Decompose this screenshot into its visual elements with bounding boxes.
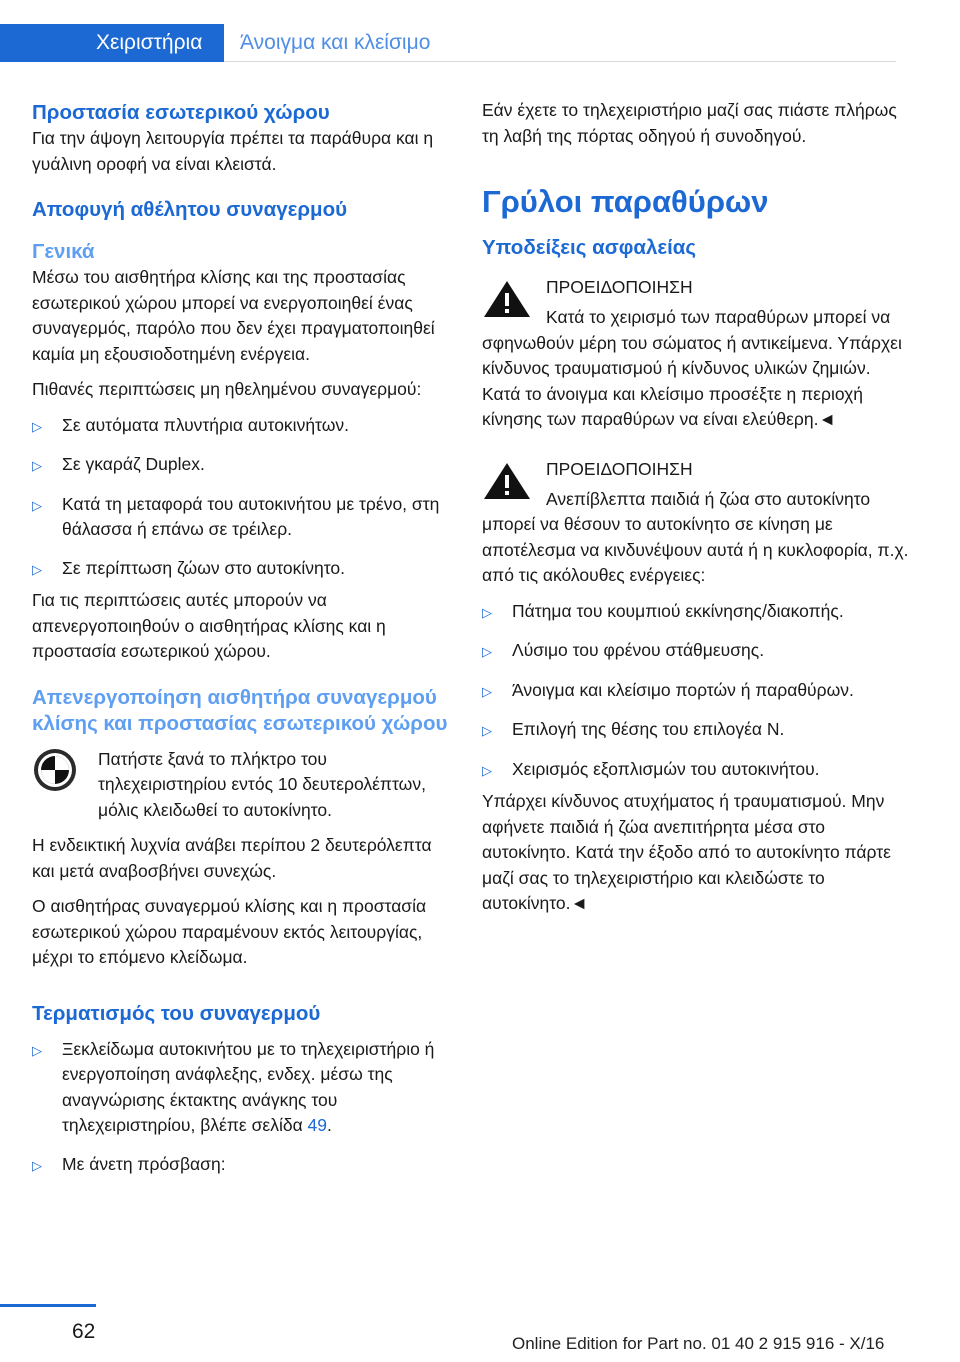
- paragraph: Υπάρχει κίνδυνος ατυχήματος ή τραυματισμού. Μην αφήνετε παιδιά ή ζώα ανεπιτήρητα μέσα στο αυτοκίνητο. Κατά την έξοδο από το αυτοκίνητο πάρτε μαζί σας το τηλεχειριστήριο και κλειδώστε το αυτοκίνητο.◄: [482, 791, 891, 913]
- list-item: [482, 599, 910, 626]
- subheading-deactivate-sensor: Απενεργοποίηση αισθητήρα συναγερμού κλίσης και προστασίας εσωτερικού χώρου: [32, 685, 448, 735]
- page-header: [0, 0, 960, 62]
- bullet-triangle-icon: ▷: [32, 1157, 42, 1173]
- list-item-text: Άνοιγμα και κλείσιμο πορτών ή παραθύρων.: [512, 679, 854, 700]
- bullet-triangle-icon: ▷: [482, 604, 492, 620]
- list-item: [32, 413, 452, 440]
- paragraph: Ο αισθητήρας συναγερμού κλίσης και η προστασία εσωτερικού χώρου παραμένουν εκτός λειτουργίας, μέχρι το επόμενο κλείδωμα.: [32, 896, 427, 967]
- list-item: [482, 678, 910, 705]
- list-item: [32, 1152, 452, 1179]
- right-column: [482, 98, 910, 927]
- list-item: [32, 556, 452, 583]
- list-item: [32, 1037, 452, 1139]
- page-link[interactable]: 49: [307, 1115, 328, 1135]
- list-item: [482, 757, 910, 784]
- bullet-triangle-icon: ▷: [482, 762, 492, 778]
- bullet-triangle-icon: ▷: [32, 418, 42, 434]
- paragraph: Πατήστε ξανά το πλήκτρο του τηλεχειριστηρίου εντός 10 δευτερολέπτων, μόλις κλειδωθεί το αυτοκίνητο.: [98, 748, 426, 820]
- paragraph: Πιθανές περιπτώσεις μη ηθελημένου συναγερμού:: [32, 379, 422, 399]
- list-item-text: Λύσιμο του φρένου στάθμευσης.: [512, 640, 765, 660]
- left-column: [32, 100, 452, 1191]
- subheading-general: Γενικά: [32, 240, 95, 263]
- section-tab-active[interactable]: Χειριστήρια: [0, 24, 224, 62]
- list-item-text-body: Ξεκλείδωμα αυτοκινήτου με το τηλεχειριστήριο ή ενεργοποίηση ανάφλεξης, ενδεχ. μέσω της αναγνώρισης έκτακτης ανάγκης του τηλεχειριστηρίου, βλέπε σελίδα: [62, 1038, 435, 1135]
- list-item-text: Πάτημα του κουμπιού εκκίνησης/διακοπής.: [512, 600, 844, 621]
- punctuation: .: [327, 1115, 332, 1135]
- list-item-text: Σε περίπτωση ζώων στο αυτοκίνητο.: [62, 557, 346, 578]
- bullet-triangle-icon: ▷: [482, 683, 492, 699]
- edition-footer: Online Edition for Part no. 01 40 2 915 916 - X/16: [512, 1334, 885, 1353]
- paragraph: Εάν έχετε το τηλεχειριστήριο μαζί σας πιάστε πλήρως τη λαβή της πόρτας οδηγού ή συνοδηγού.: [482, 100, 897, 146]
- warning-text: Ανεπίβλεπτα παιδιά ή ζώα στο αυτοκίνητο μπορεί να θέσουν το αυτοκίνητο σε κίνηση με αποτέλεσμα να κινδυνέψουν αυτά ή η κυκλοφορία, π.χ. από τις ακόλουθες ενέργειες:: [482, 488, 909, 585]
- section-tab-inactive[interactable]: Άνοιγμα και κλείσιμο: [224, 24, 896, 62]
- list-item-text: [62, 1037, 452, 1139]
- list-item-text: Επιλογή της θέσης του επιλογέα N.: [512, 719, 785, 739]
- bullet-triangle-icon: ▷: [482, 644, 492, 659]
- list-item-text: Σε γκαράζ Duplex.: [62, 454, 205, 474]
- warning-triangle-icon: [482, 461, 532, 501]
- bullet-triangle-icon: ▷: [32, 458, 42, 473]
- list-item-text: Κατά τη μεταφορά του αυτοκινήτου με τρένο, στη θάλασσα ή επάνω σε τρέιλερ.: [62, 493, 440, 539]
- list-item-text: Με άνετη πρόσβαση:: [62, 1153, 226, 1174]
- bmw-remote-key-icon: [32, 747, 80, 795]
- subheading-safety-notes: Υποδείξεις ασφαλείας: [482, 236, 697, 259]
- warning-label: ΠΡΟΕΙΔΟΠΟΙΗΣΗ: [546, 458, 693, 479]
- warning-text: Κατά το χειρισμό των παραθύρων μπορεί να σφηνωθούν μέρη του σώματος ή αντικείμενα. Υπάρχει κίνδυνος τραυματισμού ή κίνδυνος υλικών ζημιών. Κατά το άνοιγμα και κλείσιμο προσέξτε η περιοχή κίνησης των παραθύρων να είναι ελεύθερη.◄: [482, 307, 902, 429]
- bullet-triangle-icon: ▷: [482, 723, 492, 738]
- heading-avoid-false-alarm: Αποφυγή αθέλητου συναγερμού: [32, 198, 348, 221]
- warning-triangle-icon: [482, 279, 532, 319]
- warning-label: ΠΡΟΕΙΔΟΠΟΙΗΣΗ: [546, 277, 693, 297]
- list-item: [32, 492, 452, 543]
- paragraph: Για τις περιπτώσεις αυτές μπορούν να απενεργοποιηθούν ο αισθητήρας κλίσης και η προστασία εσωτερικού χώρου.: [32, 590, 386, 661]
- list-item: [32, 452, 452, 479]
- list-item: [482, 638, 910, 665]
- key-instruction: [32, 747, 452, 834]
- bullet-triangle-icon: ▷: [32, 1042, 42, 1058]
- bullet-triangle-icon: ▷: [32, 497, 42, 513]
- footer-rule: [0, 1304, 96, 1307]
- paragraph: Μέσω του αισθητήρα κλίσης και της προστασίας εσωτερικού χώρου μπορεί να ενεργοποιηθεί ένας συναγερμός, παρόλο που δεν έχει πραγματοποιηθεί καμία μη εξουσιοδοτημένη ενέργεια.: [32, 267, 435, 364]
- bullet-triangle-icon: ▷: [32, 561, 42, 577]
- paragraph: Για την άψογη λειτουργία πρέπει τα παράθυρα και η γυάλινη οροφή να είναι κλειστά.: [32, 128, 434, 174]
- heading-end-alarm: Τερματισμός του συναγερμού: [32, 1001, 321, 1025]
- heading-power-windows: Γρύλοι παραθύρων: [482, 184, 769, 219]
- list-item: [482, 717, 910, 744]
- list-item-text: Σε αυτόματα πλυντήρια αυτοκινήτων.: [62, 414, 349, 435]
- list-item-text: Χειρισμός εξοπλισμών του αυτοκινήτου.: [512, 758, 820, 779]
- paragraph: Η ενδεικτική λυχνία ανάβει περίπου 2 δευτερόλεπτα και μετά αναβοσβήνει συνεχώς.: [32, 835, 432, 881]
- page-number: 62: [72, 1320, 96, 1343]
- heading-interior-protection: Προστασία εσωτερικού χώρου: [32, 101, 330, 124]
